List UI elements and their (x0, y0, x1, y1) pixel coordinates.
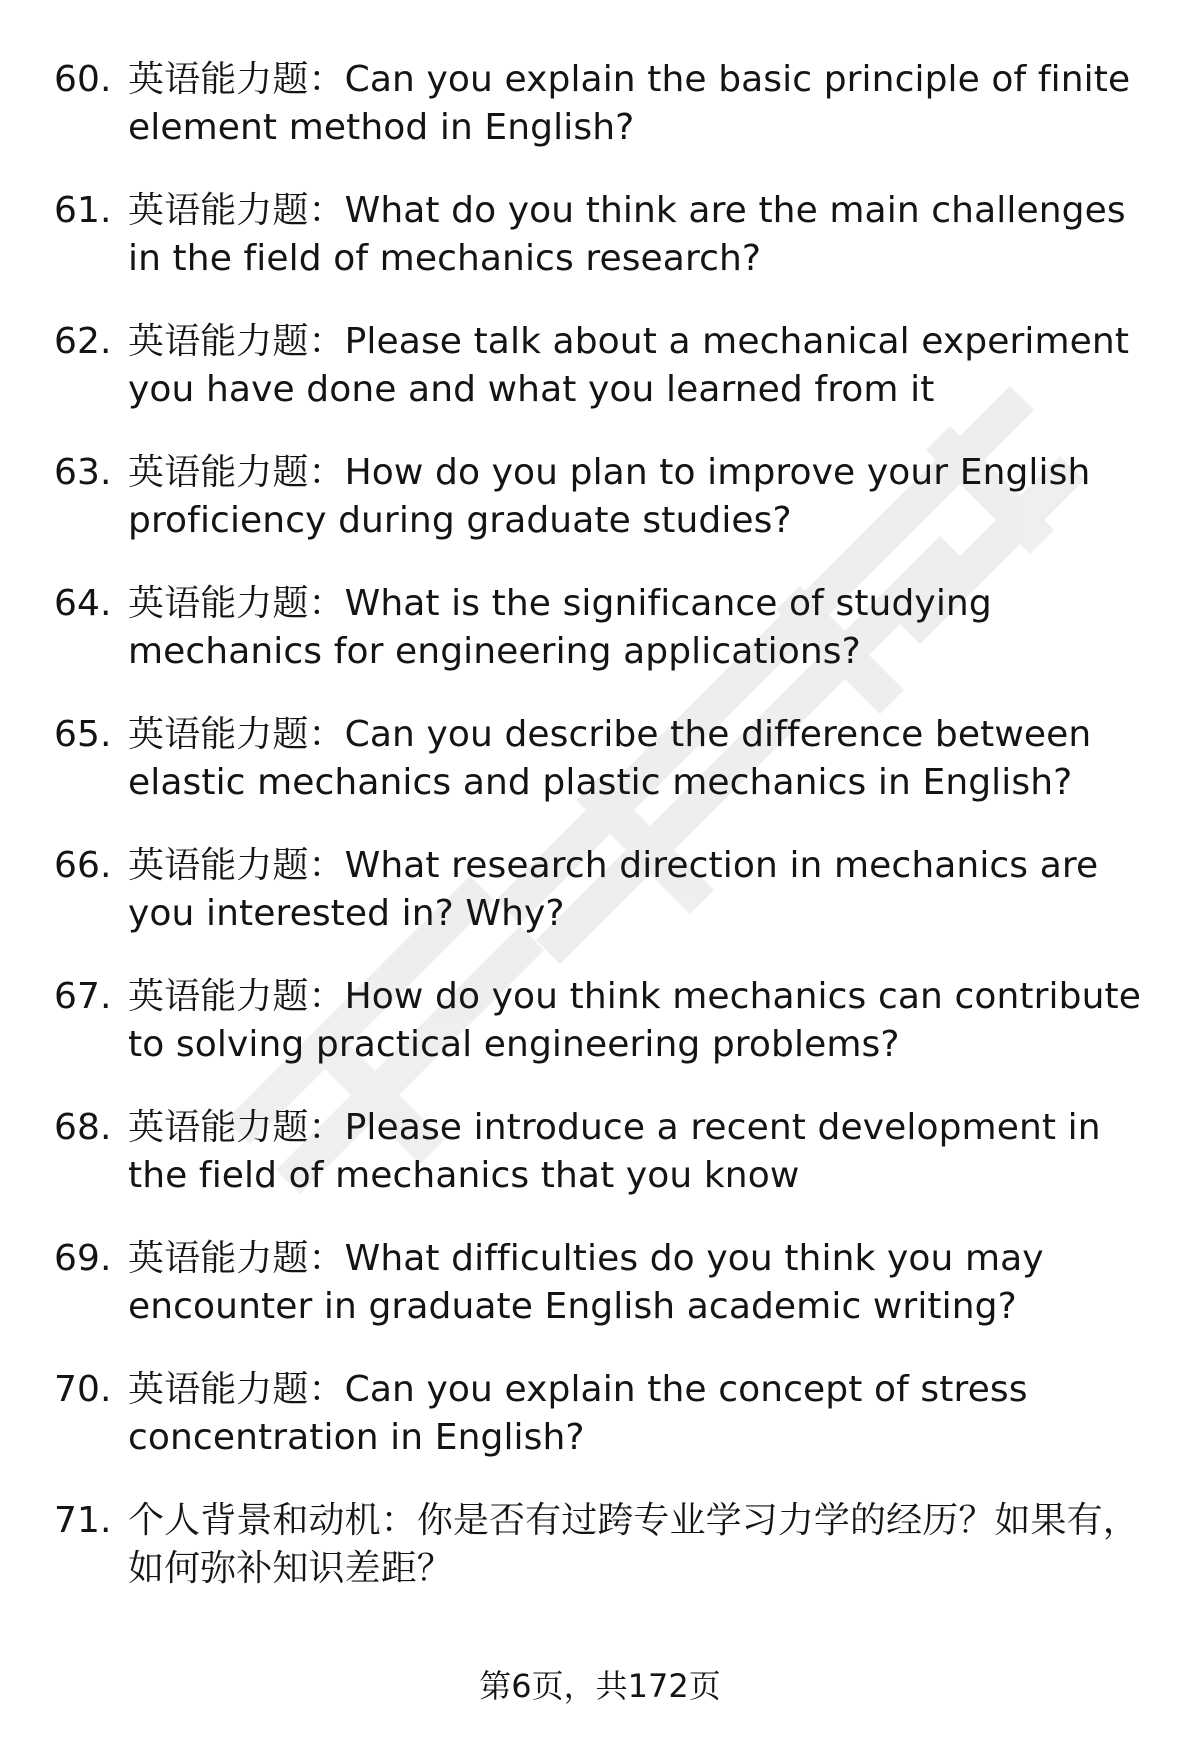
question-category: 英语能力题 (128, 583, 309, 624)
category-separator: ： (308, 1369, 345, 1410)
question-item (54, 1366, 1164, 1462)
question-category: 英语能力题 (128, 1107, 309, 1148)
question-text (128, 318, 1164, 414)
question-list (54, 56, 1164, 1628)
question-text (128, 56, 1164, 152)
question-number: 70. (54, 1369, 112, 1410)
question-text (128, 842, 1164, 938)
question-item (54, 973, 1164, 1069)
question-number: 62. (54, 321, 112, 362)
question-text (128, 449, 1164, 545)
category-separator: ： (308, 1107, 345, 1148)
question-text (128, 1235, 1164, 1331)
question-item (54, 318, 1164, 414)
question-category: 个人背景和动机 (128, 1500, 381, 1541)
question-category: 英语能力题 (128, 321, 309, 362)
question-category: 英语能力题 (128, 190, 309, 231)
question-body: Can you explain the basic principle of finite element method in English? (128, 59, 1131, 148)
question-category: 英语能力题 (128, 714, 309, 755)
question-body: What difficulties do you think you may encounter in graduate English academic writing? (128, 1238, 1044, 1327)
question-body: What do you think are the main challenges in the field of mechanics research? (128, 190, 1126, 279)
page-number-label: 第6页，共172页 (479, 1667, 721, 1705)
category-separator: ： (308, 583, 345, 624)
question-body: Can you explain the concept of stress concentration in English? (128, 1369, 1028, 1458)
question-item (54, 580, 1164, 676)
question-body: Please talk about a mechanical experiment you have done and what you learned from it (128, 321, 1130, 410)
question-number: 63. (54, 452, 112, 493)
question-item (54, 1104, 1164, 1200)
question-body: How do you think mechanics can contribute to solving practical engineering problems? (128, 976, 1141, 1065)
question-category: 英语能力题 (128, 59, 309, 100)
question-body: Can you describe the difference between elastic mechanics and plastic mechanics in English? (128, 714, 1092, 803)
question-category: 英语能力题 (128, 1369, 309, 1410)
question-item (54, 1235, 1164, 1331)
category-separator: ： (308, 714, 345, 755)
question-text (128, 1104, 1164, 1200)
question-item (54, 56, 1164, 152)
question-body: Please introduce a recent development in the field of mechanics that you know (128, 1107, 1101, 1196)
question-item (54, 187, 1164, 283)
category-separator: ： (308, 59, 345, 100)
question-item (54, 842, 1164, 938)
question-number: 64. (54, 583, 112, 624)
category-separator: ： (308, 976, 345, 1017)
question-body: What research direction in mechanics are you interested in? Why? (128, 845, 1099, 934)
question-number: 60. (54, 59, 112, 100)
question-number: 71. (54, 1500, 112, 1541)
question-category: 英语能力题 (128, 845, 309, 886)
question-text (128, 1366, 1164, 1462)
question-category: 英语能力题 (128, 452, 309, 493)
question-category: 英语能力题 (128, 976, 309, 1017)
question-text (128, 1497, 1164, 1593)
question-item (54, 1497, 1164, 1593)
question-text (128, 711, 1164, 807)
question-number: 61. (54, 190, 112, 231)
question-body: How do you plan to improve your English proficiency during graduate studies? (128, 452, 1091, 541)
category-separator: ： (308, 452, 345, 493)
category-separator: ： (308, 1238, 345, 1279)
category-separator: ： (380, 1500, 417, 1541)
category-separator: ： (308, 321, 345, 362)
question-text (128, 580, 1164, 676)
question-body: What is the significance of studying mechanics for engineering applications? (128, 583, 992, 672)
question-number: 65. (54, 714, 112, 755)
question-number: 68. (54, 1107, 112, 1148)
question-number: 66. (54, 845, 112, 886)
page-footer (0, 1664, 1200, 1708)
question-item (54, 449, 1164, 545)
question-text (128, 187, 1164, 283)
category-separator: ： (308, 190, 345, 231)
question-item (54, 711, 1164, 807)
question-body: 你是否有过跨专业学习力学的经历？如果有，如何弥补知识差距？ (128, 1500, 1139, 1589)
question-category: 英语能力题 (128, 1238, 309, 1279)
question-number: 69. (54, 1238, 112, 1279)
question-text (128, 973, 1164, 1069)
question-number: 67. (54, 976, 112, 1017)
category-separator: ： (308, 845, 345, 886)
